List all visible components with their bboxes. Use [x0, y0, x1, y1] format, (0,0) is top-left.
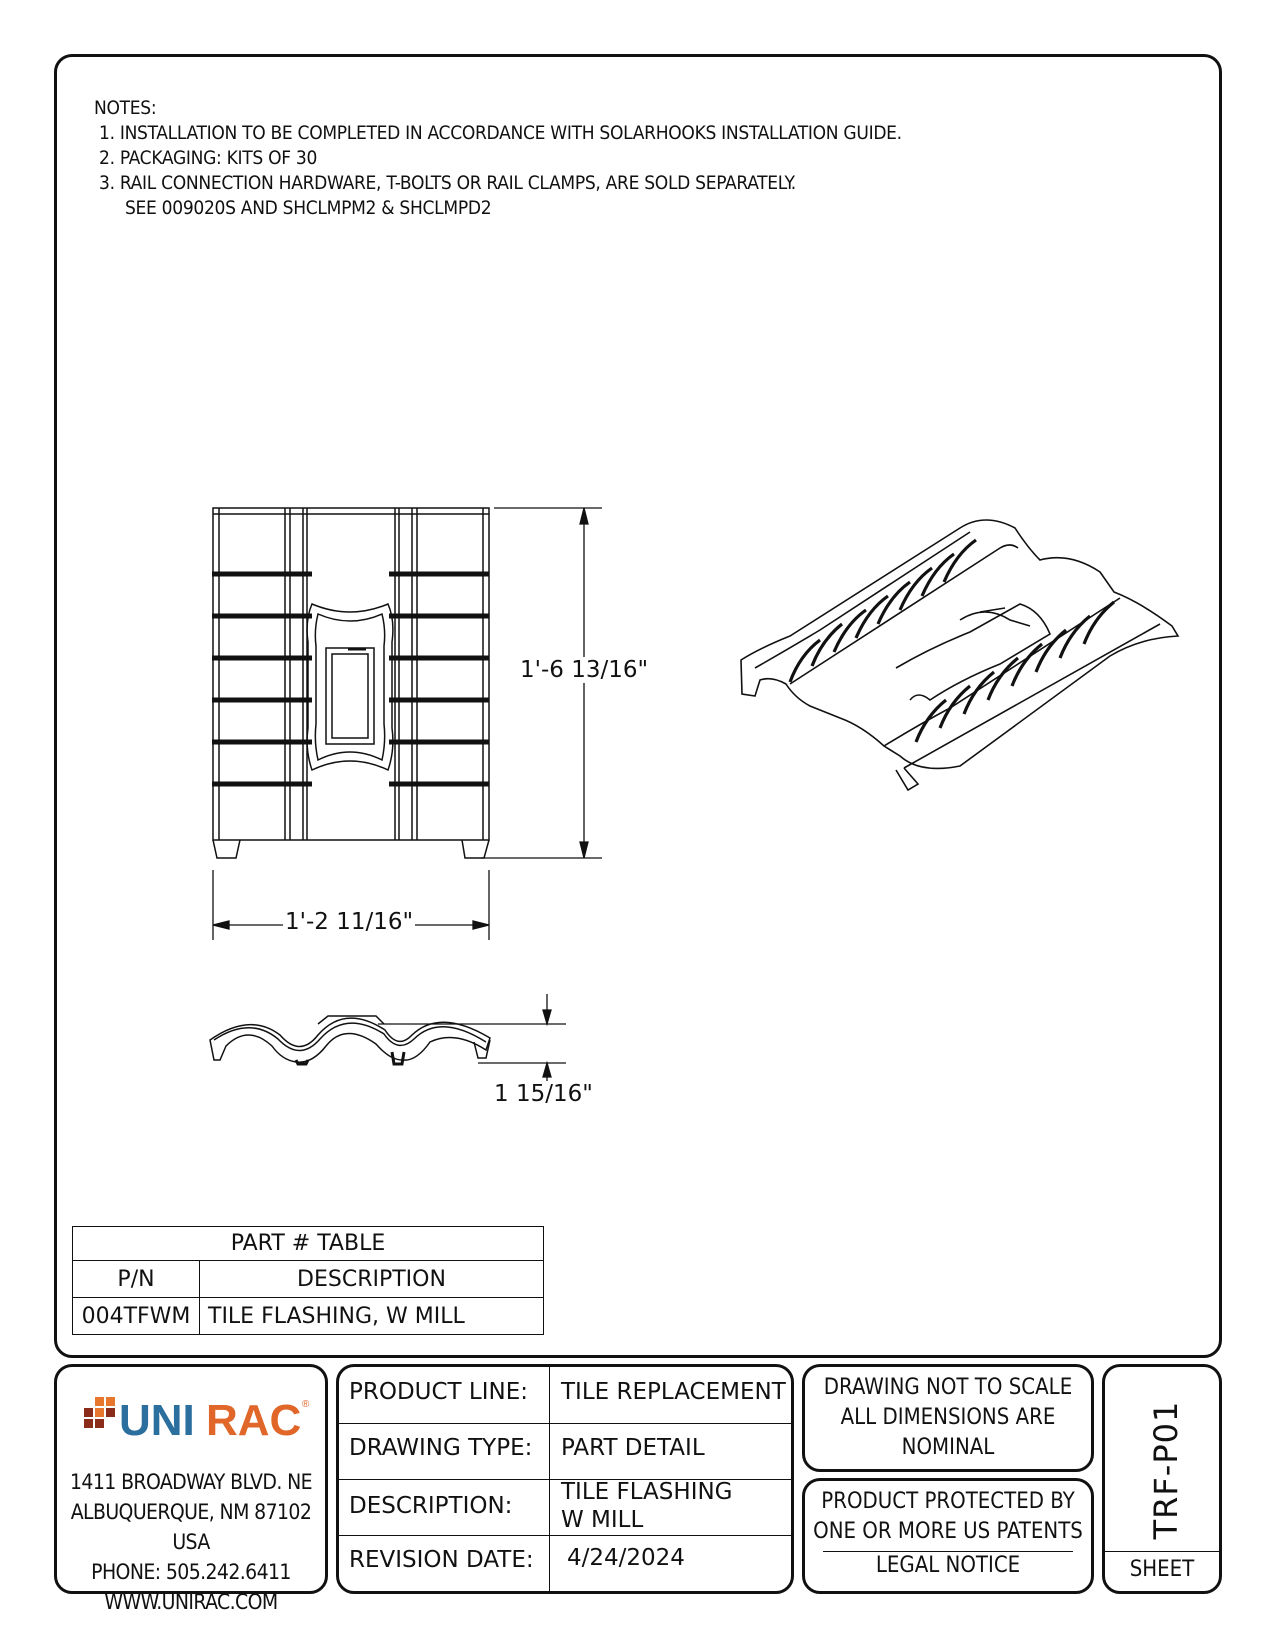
- scale-note-line-3: NOMINAL: [901, 1435, 995, 1460]
- revision-date-row: [339, 1535, 791, 1591]
- logo-grid-icon: [84, 1397, 115, 1428]
- phone-line: PHONE: 505.242.6411: [91, 1560, 291, 1584]
- part-number-table: [72, 1226, 544, 1335]
- note-2: 2. PACKAGING: KITS OF 30: [99, 147, 318, 169]
- company-address: [57, 1467, 325, 1617]
- revision-date-value: 4/24/2024: [567, 1545, 685, 1571]
- part-number-cell: 004TFWM: [73, 1298, 200, 1335]
- note-3-continuation: SEE 009020S AND SHCLMPM2 & SHCLMPD2: [125, 197, 492, 219]
- part-table-col-pn: P/N: [73, 1261, 200, 1298]
- notes-title: NOTES:: [94, 97, 157, 119]
- product-line-value: TILE REPLACEMENT: [561, 1379, 786, 1405]
- drawing-info-block: [336, 1364, 794, 1594]
- revision-date-label: REVISION DATE:: [349, 1547, 534, 1573]
- sheet-number: TRF-P01: [1147, 1400, 1185, 1540]
- scale-note-line-1: DRAWING NOT TO SCALE: [823, 1375, 1073, 1400]
- description-value-line-1: TILE FLASHING: [561, 1479, 733, 1505]
- patent-note-line-1: PRODUCT PROTECTED BY: [821, 1489, 1075, 1514]
- drawing-type-value: PART DETAIL: [561, 1435, 705, 1461]
- drawing-type-label: DRAWING TYPE:: [349, 1435, 533, 1461]
- description-value-line-2: W MILL: [561, 1507, 644, 1533]
- drawing-type-row: [339, 1423, 791, 1480]
- address-line-2: ALBUQUERQUE, NM 87102 USA: [70, 1500, 312, 1554]
- scale-note-line-2: ALL DIMENSIONS ARE: [840, 1405, 1056, 1430]
- address-line-1: 1411 BROADWAY BLVD. NE: [70, 1470, 312, 1494]
- note-1: 1. INSTALLATION TO BE COMPLETED IN ACCORDANCE WITH SOLARHOOKS INSTALLATION GUIDE.: [99, 122, 902, 144]
- width-dimension-label: 1'-2 11/16": [285, 909, 414, 935]
- patent-note-block: [802, 1478, 1094, 1594]
- description-row: [339, 1479, 791, 1536]
- legal-notice-link[interactable]: LEGAL NOTICE: [875, 1553, 1021, 1578]
- sheet-block: [1102, 1364, 1222, 1594]
- part-description-cell: TILE FLASHING, W MILL: [200, 1298, 544, 1335]
- scale-note-block: [802, 1364, 1094, 1472]
- note-3: 3. RAIL CONNECTION HARDWARE, T-BOLTS OR RAIL CLAMPS, ARE SOLD SEPARATELY.: [99, 172, 796, 194]
- table-row: [73, 1298, 544, 1335]
- website-line: WWW.UNIRAC.COM: [104, 1590, 278, 1614]
- svg-text:UNI: UNI: [119, 1396, 195, 1445]
- svg-text:®: ®: [302, 1399, 310, 1410]
- patent-note-line-2: ONE OR MORE US PATENTS: [813, 1519, 1083, 1544]
- unirac-logo: [75, 1391, 315, 1447]
- height-dimension-label: 1'-6 13/16": [520, 657, 649, 683]
- description-label: DESCRIPTION:: [349, 1493, 513, 1519]
- product-line-label: PRODUCT LINE:: [349, 1379, 529, 1405]
- part-table-col-desc: DESCRIPTION: [200, 1261, 544, 1298]
- sheet-divider: [1105, 1551, 1219, 1552]
- part-table-title: PART # TABLE: [73, 1227, 544, 1261]
- patent-divider: [823, 1551, 1073, 1552]
- thickness-dimension-label: 1 15/16": [494, 1081, 593, 1107]
- sheet-label: SHEET: [1129, 1557, 1195, 1582]
- svg-text:RAC: RAC: [206, 1396, 302, 1445]
- company-block: [54, 1364, 328, 1614]
- product-line-row: [339, 1367, 791, 1424]
